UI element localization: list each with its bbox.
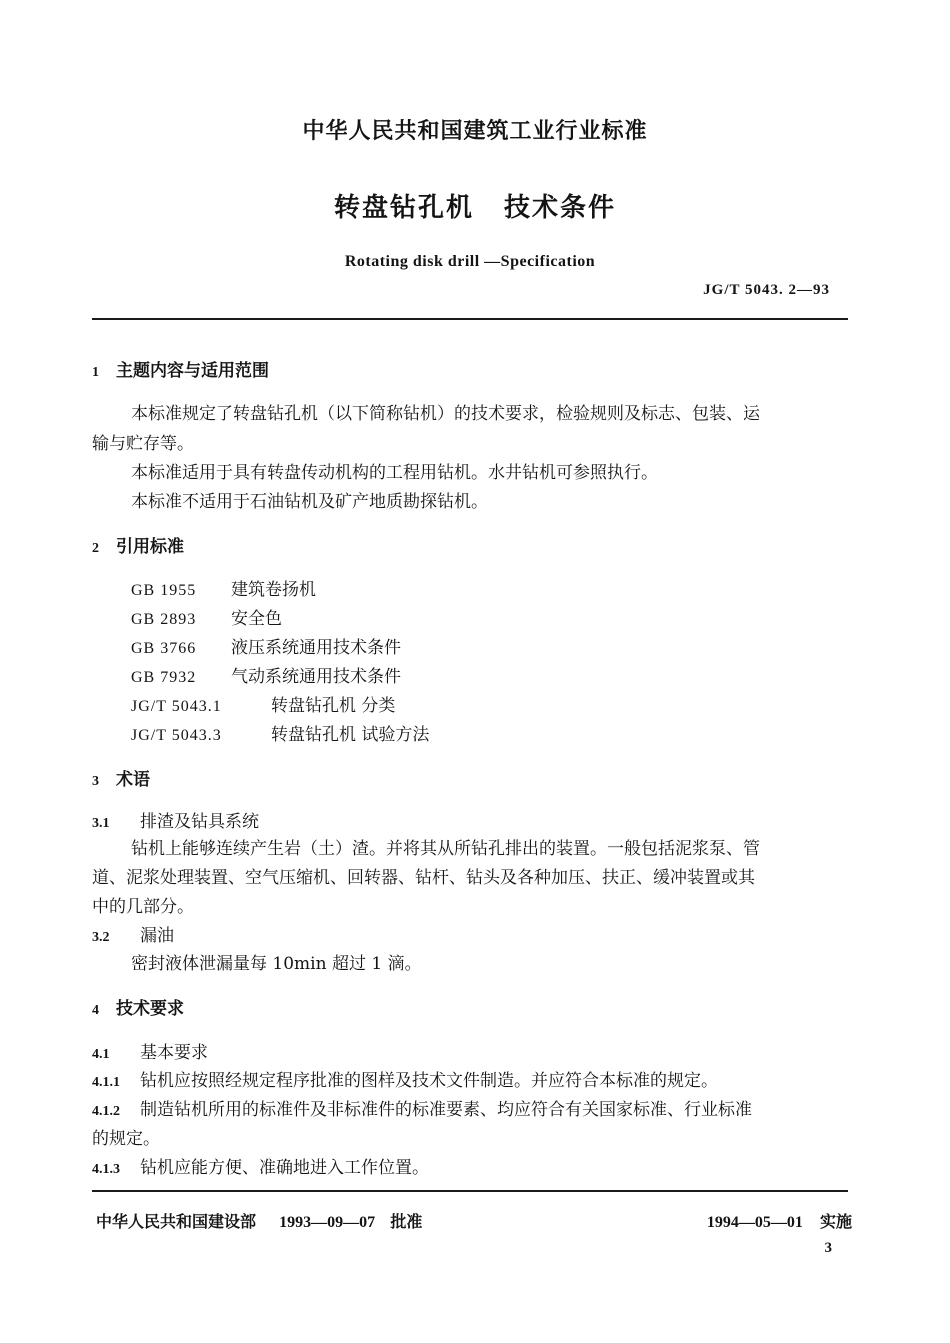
- clause-text: 钻机应能方便、准确地进入工作位置。: [140, 1158, 429, 1178]
- implementation-label: 实施: [819, 1212, 852, 1231]
- reference-item: [131, 662, 401, 687]
- reference-code: JG/T 5043.1: [131, 698, 222, 715]
- page-number: 3: [824, 1240, 832, 1256]
- section-title: 术语: [116, 770, 150, 790]
- clause-4-1-1: [92, 1066, 718, 1091]
- reference-item: [131, 575, 316, 600]
- issuing-authority: 中华人民共和国建设部: [96, 1212, 257, 1231]
- reference-code: GB 7932: [131, 669, 197, 686]
- term-3-1-definition-line-1: 钻机上能够连续产生岩（土）渣。并将其从所钻孔排出的装置。一般包括泥浆泵、管: [131, 839, 760, 859]
- paragraph-1-line-2: 输与贮存等。: [92, 434, 194, 454]
- document-title-en: Rotating disk drill —Specification: [344, 253, 596, 270]
- reference-code: GB 1955: [131, 582, 197, 599]
- reference-item: [131, 604, 282, 629]
- term-3-2-definition: 密封液体泄漏量每 10min 超过 1 滴。: [131, 954, 422, 974]
- reference-item: [131, 720, 429, 745]
- clause-number: 4.1.2: [92, 1104, 120, 1119]
- term-name: 漏油: [140, 926, 174, 946]
- term-3-1-definition-line-3: 中的几部分。: [92, 897, 194, 917]
- subsection-title: 基本要求: [140, 1043, 208, 1063]
- term-3-1-definition-line-2: 道、泥浆处理装置、空气压缩机、回转器、钻杆、钻头及各种加压、扶正、缓冲装置或其: [92, 868, 755, 888]
- term-number: 3.1: [92, 816, 110, 831]
- clause-4-1-3: [92, 1153, 429, 1178]
- approval-label: 批准: [390, 1212, 423, 1231]
- term-3-2: [92, 921, 174, 946]
- paragraph-2: 本标准适用于具有转盘传动机构的工程用钻机。水井钻机可参照执行。: [131, 463, 658, 483]
- approval-date: 1993—09—07: [279, 1214, 376, 1231]
- title-part-product: 转盘钻孔机: [333, 193, 474, 223]
- clause-text: 制造钻机所用的标准件及非标准件的标准要素、均应符合有关国家标准、行业标准: [140, 1100, 752, 1120]
- reference-title: 气动系统通用技术条件: [231, 667, 401, 687]
- paragraph-3: 本标准不适用于石油钻机及矿产地质勘探钻机。: [131, 492, 488, 512]
- term-3-1: [92, 807, 259, 832]
- reference-code: GB 2893: [131, 611, 197, 628]
- document-title-cn: [0, 187, 950, 224]
- paragraph-1-line-1: 本标准规定了转盘钻孔机（以下简称钻机）的技术要求，检验规则及标志、包装、运: [131, 404, 760, 424]
- section-number: 3: [92, 774, 99, 789]
- reference-code: GB 3766: [131, 640, 197, 657]
- subsection-4-1: [92, 1038, 208, 1063]
- clause-text: 钻机应按照经规定程序批准的图样及技术文件制造。并应符合本标准的规定。: [140, 1071, 718, 1091]
- standard-code: JG/T 5043. 2—93: [703, 282, 830, 298]
- section-2-heading: [92, 532, 184, 557]
- section-title: 主题内容与适用范围: [116, 361, 269, 381]
- reference-title: 建筑卷扬机: [231, 580, 316, 600]
- reference-title: 转盘钻孔机 分类: [271, 696, 396, 716]
- reference-title: 转盘钻孔机 试验方法: [271, 725, 430, 745]
- term-number: 3.2: [92, 930, 110, 945]
- clause-number: 4.1.1: [92, 1075, 120, 1090]
- reference-title: 液压系统通用技术条件: [231, 638, 401, 658]
- section-1-heading: [92, 356, 269, 381]
- footer-divider: [92, 1190, 848, 1192]
- reference-title: 安全色: [231, 609, 282, 629]
- section-title: 技术要求: [116, 999, 184, 1019]
- title-part-subject: 技术条件: [504, 193, 617, 223]
- clause-4-1-2: [92, 1095, 752, 1120]
- section-3-heading: [92, 765, 150, 790]
- implementation-info: [707, 1209, 852, 1232]
- clause-number: 4.1.3: [92, 1162, 120, 1177]
- term-name: 排渣及钻具系统: [140, 812, 259, 832]
- implementation-date: 1994—05—01: [706, 1214, 803, 1231]
- section-4-heading: [92, 994, 184, 1019]
- reference-item: [131, 691, 395, 716]
- issuing-standard-category: 中华人民共和国建筑工业行业标准: [302, 119, 648, 144]
- section-title: 引用标准: [116, 537, 184, 557]
- section-number: 1: [92, 365, 99, 380]
- section-number: 4: [92, 1003, 99, 1018]
- section-number: 2: [92, 541, 99, 556]
- approval-info: [96, 1209, 422, 1232]
- reference-item: [131, 633, 401, 658]
- clause-4-1-2-line-2: 的规定。: [92, 1129, 160, 1149]
- reference-code: JG/T 5043.3: [131, 727, 222, 744]
- header-divider: [92, 318, 848, 320]
- subsection-number: 4.1: [92, 1047, 110, 1062]
